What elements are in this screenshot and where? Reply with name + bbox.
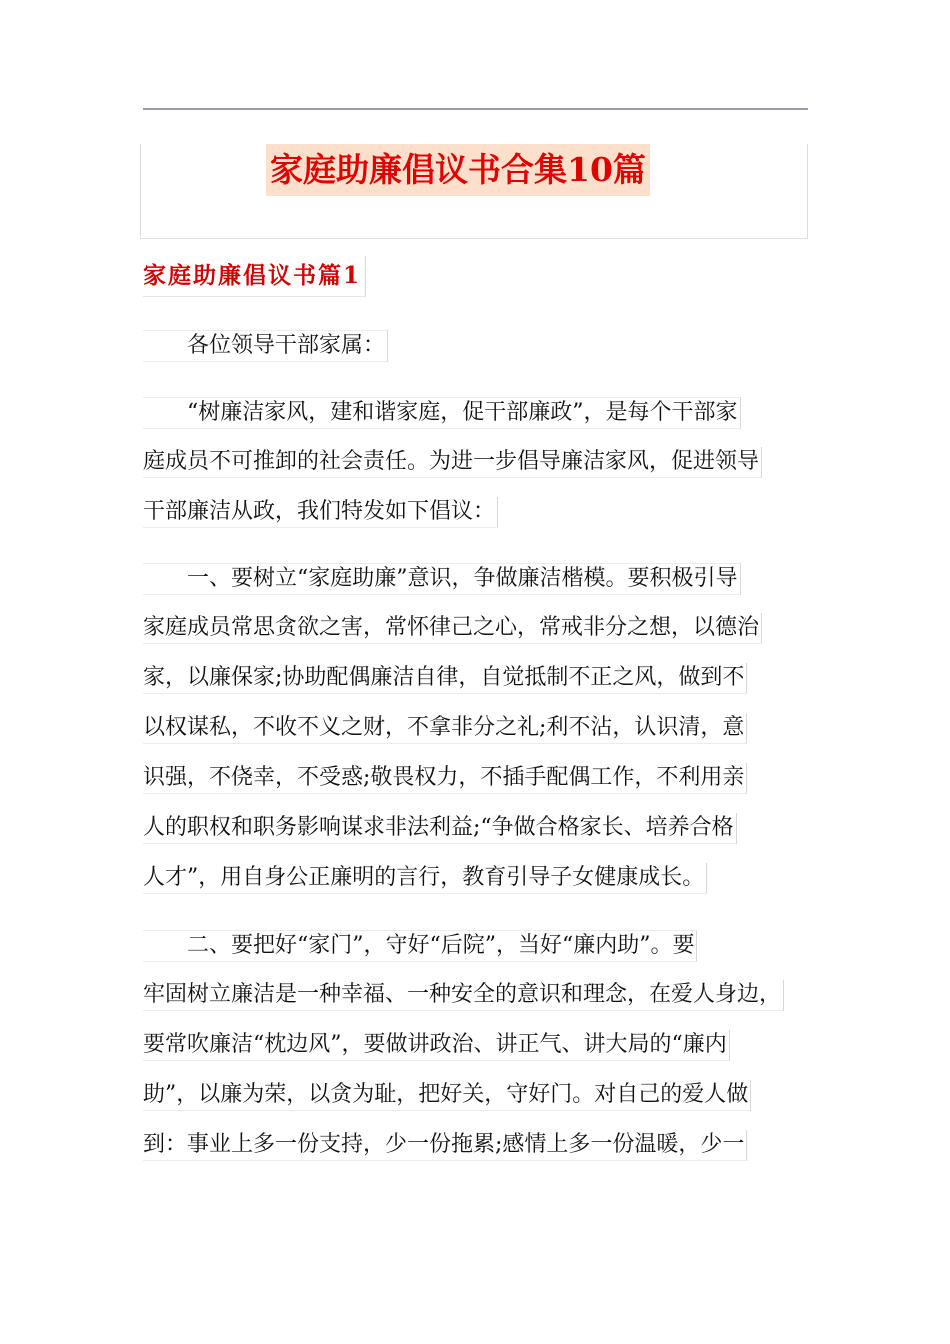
body-text-line — [143, 713, 747, 744]
line-text: 助”，以廉为荣，以贪为耻，把好关，守好门。对自己的爱人做 — [143, 1082, 749, 1107]
body-text-line — [143, 447, 762, 478]
body-text-line — [143, 980, 784, 1011]
body-text-line — [143, 863, 707, 894]
body-text-line — [143, 1130, 747, 1161]
body-text-line — [143, 1030, 730, 1061]
body-text-line — [143, 930, 697, 962]
document-title: 家庭助廉倡议书合集10篇 — [266, 144, 650, 196]
body-text-line — [143, 563, 741, 595]
body-text-line — [143, 613, 762, 644]
body-text-line — [143, 497, 498, 528]
line-text: 家，以廉保家;协助配偶廉洁自律，自觉抵制不正之风，做到不 — [143, 665, 745, 690]
line-text: 二、要把好“家门”，守好“后院”，当好“廉内助”。要 — [187, 933, 695, 958]
line-text: 识强，不侥幸，不受惑;敬畏权力，不插手配偶工作，不利用亲 — [143, 765, 745, 790]
line-text: 家庭成员常思贪欲之害，常怀律己之心，常戒非分之想，以德治 — [143, 615, 760, 640]
body-text-line — [143, 663, 747, 694]
top-rule — [143, 108, 808, 110]
line-text: 以权谋私，不收不义之财，不拿非分之礼;利不沾，认识清，意 — [143, 715, 745, 740]
line-text: 庭成员不可推卸的社会责任。为进一步倡导廉洁家风，促进领导 — [143, 449, 760, 474]
line-text: 牢固树立廉洁是一种幸福、一种安全的意识和理念，在爱人身边， — [143, 982, 782, 1007]
line-text: 干部廉洁从政，我们特发如下倡议： — [143, 499, 496, 524]
line-text: 人才”，用自身公正廉明的言行，教育引导子女健康成长。 — [143, 865, 705, 890]
line-text: “树廉洁家风，建和谐家庭，促干部廉政”，是每个干部家 — [187, 400, 738, 425]
body-text-line — [143, 330, 388, 362]
body-text-line — [143, 813, 737, 844]
line-text: 要常吹廉洁“枕边风”，要做讲政治、讲正气、讲大局的“廉内 — [143, 1032, 727, 1057]
line-text: 到：事业上多一份支持，少一份拖累;感情上多一份温暖，少一 — [143, 1132, 745, 1157]
body-text-line — [143, 1080, 751, 1111]
line-text: 各位领导干部家属： — [187, 333, 386, 358]
body-text-line — [143, 763, 747, 794]
section-heading: 家庭助廉倡议书篇1 — [143, 256, 366, 297]
line-text: 一、要树立“家庭助廉”意识，争做廉洁楷模。要积极引导 — [187, 566, 738, 591]
line-text: 人的职权和职务影响谋求非法利益;“争做合格家长、培养合格 — [143, 815, 734, 840]
body-text-line — [143, 397, 741, 429]
